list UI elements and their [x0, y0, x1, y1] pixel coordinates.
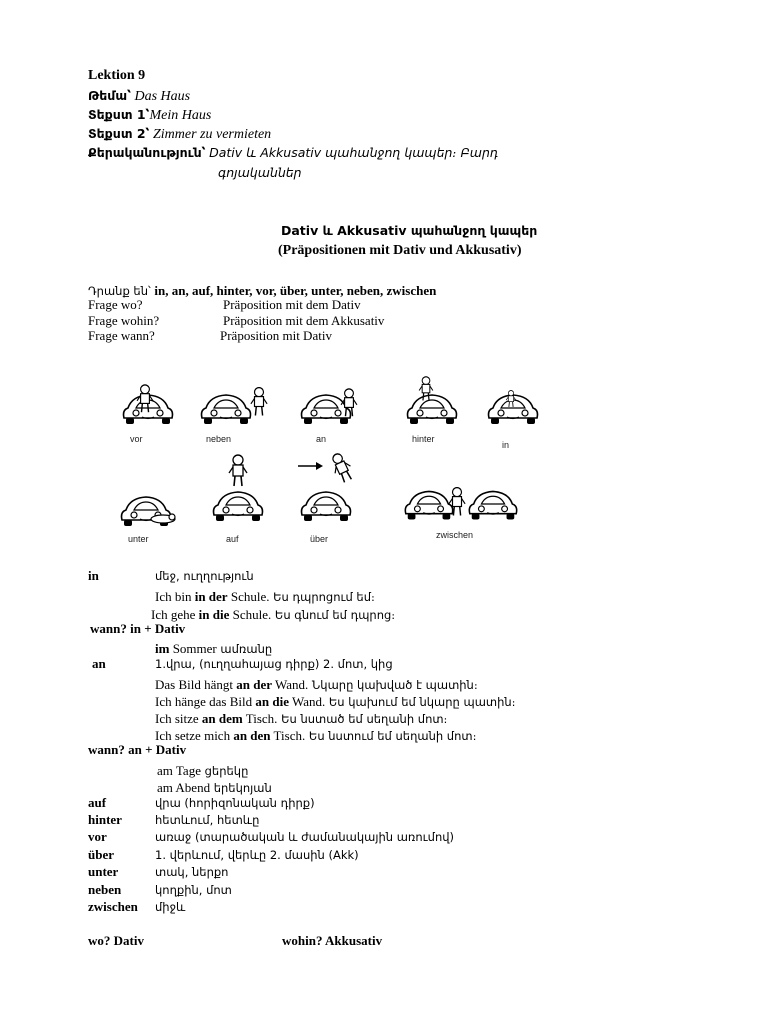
car-illustration: [296, 484, 356, 526]
question-q1: Frage wo?: [88, 297, 143, 312]
question-a2: Präposition mit dem Akkusativ: [223, 313, 385, 328]
car-illustration: [464, 484, 522, 524]
example-am-abend: am Abend երեկոյան: [157, 780, 272, 795]
wohin-akkusativ-heading: wohin? Akkusativ: [282, 933, 383, 948]
man-illustration: [505, 390, 517, 408]
vocab-meaning-vor: առաջ (տարածական և ժամանակային առումով): [155, 830, 455, 844]
arrow-icon: [296, 460, 326, 472]
caption-neben: neben: [206, 434, 232, 444]
caption-in: in: [502, 440, 510, 450]
vocab-meaning-zwischen: միջև: [155, 900, 186, 914]
caption-unter: unter: [128, 534, 149, 544]
caption-auf: auf: [226, 534, 239, 544]
vocab-meaning-ueber: 1. վերևում, վերևը 2. մասին (Akk): [155, 848, 359, 862]
intro-line: Դրանք են՝ in, an, auf, hinter, vor, über, unter, neben, zwischen: [88, 283, 437, 298]
example-in-1: Ich bin in der Schule. Ես դպրոցում եմ։: [155, 589, 375, 604]
man-under-illustration: [150, 510, 176, 524]
example-in-2: Ich gehe in die Schule. Ես գնում եմ դպրոց։: [151, 607, 396, 622]
question-a3: Präposition mit Dativ: [220, 328, 332, 343]
text1-line: Տեքստ 1՝Mein Haus: [88, 107, 212, 123]
man-illustration: [326, 449, 358, 486]
vocab-meaning-an: 1.վրա, (ուղղահայաց դիրք) 2. մոտ, կից: [155, 657, 393, 671]
vocab-word-in: in: [88, 568, 99, 583]
vocab-word-neben: neben: [88, 882, 122, 897]
man-illustration: [228, 454, 248, 488]
example-an-2: Ich hänge das Bild an die Wand. Ես կախում եմ նկարը պատին։: [155, 694, 516, 709]
theme-line: Թեմա՝ Das Haus: [88, 88, 191, 104]
lesson-title: Lektion 9: [88, 68, 146, 83]
man-illustration: [418, 376, 434, 402]
text2-line: Տեքստ 2՝ Zimmer zu vermieten: [88, 126, 272, 142]
question-q2: Frage wohin?: [88, 313, 160, 328]
vocab-meaning-in: մեջ, ուղղություն: [155, 569, 254, 583]
man-illustration: [136, 384, 154, 414]
section-title-2: (Präpositionen mit Dativ und Akkusativ): [278, 243, 522, 258]
vocab-word-zwischen: zwischen: [88, 899, 138, 914]
vocab-word-an: an: [92, 656, 106, 671]
car-illustration: [196, 388, 256, 428]
man-illustration: [340, 388, 358, 418]
man-illustration: [250, 386, 268, 418]
caption-an: an: [316, 434, 327, 444]
section-title-1: Dativ և Akkusativ պահանջող կապեր: [281, 223, 538, 238]
wo-dativ-heading: wo? Dativ: [88, 933, 144, 948]
vocab-meaning-unter: տակ, ներքո: [155, 865, 229, 879]
grammar-line-cont: գոյականներ: [218, 165, 302, 180]
wann-in-rule: wann? in + Dativ: [90, 621, 186, 636]
wann-an-rule: wann? an + Dativ: [88, 742, 187, 757]
car-illustration: [208, 484, 268, 526]
question-a1: Präposition mit dem Dativ: [223, 297, 361, 312]
example-im-sommer: im Sommer ամռանը: [155, 641, 273, 656]
caption-zwischen: zwischen: [436, 530, 474, 540]
caption-vor: vor: [130, 434, 143, 444]
example-an-1: Das Bild hängt an der Wand. Նկարը կախված է պատին։: [155, 677, 478, 692]
example-am-tage: am Tage ցերեկը: [157, 763, 249, 778]
example-an-4: Ich setze mich an den Tisch. Ես նստում եմ սեղանի մոտ։: [155, 728, 477, 743]
vocab-word-vor: vor: [88, 829, 107, 844]
grammar-line: Քերականություն՝ Dativ և Akkusativ պահանջող կապեր։ Բարդ: [88, 145, 499, 160]
caption-hinter: hinter: [412, 434, 435, 444]
vocab-meaning-auf: վրա (հորիզոնական դիրք): [155, 796, 315, 810]
caption-ueber: über: [310, 534, 329, 544]
vocab-word-ueber: über: [88, 847, 114, 862]
vocab-word-auf: auf: [88, 795, 107, 810]
vocab-meaning-neben: կողքին, մոտ: [155, 883, 232, 897]
question-q3: Frage wann?: [88, 328, 155, 343]
vocab-word-unter: unter: [88, 864, 119, 879]
vocab-word-hinter: hinter: [88, 812, 122, 827]
example-an-3: Ich sitze an dem Tisch. Ես նստած եմ սեղանի մոտ։: [155, 711, 448, 726]
vocab-meaning-hinter: հետևում, հետևը: [155, 813, 260, 827]
